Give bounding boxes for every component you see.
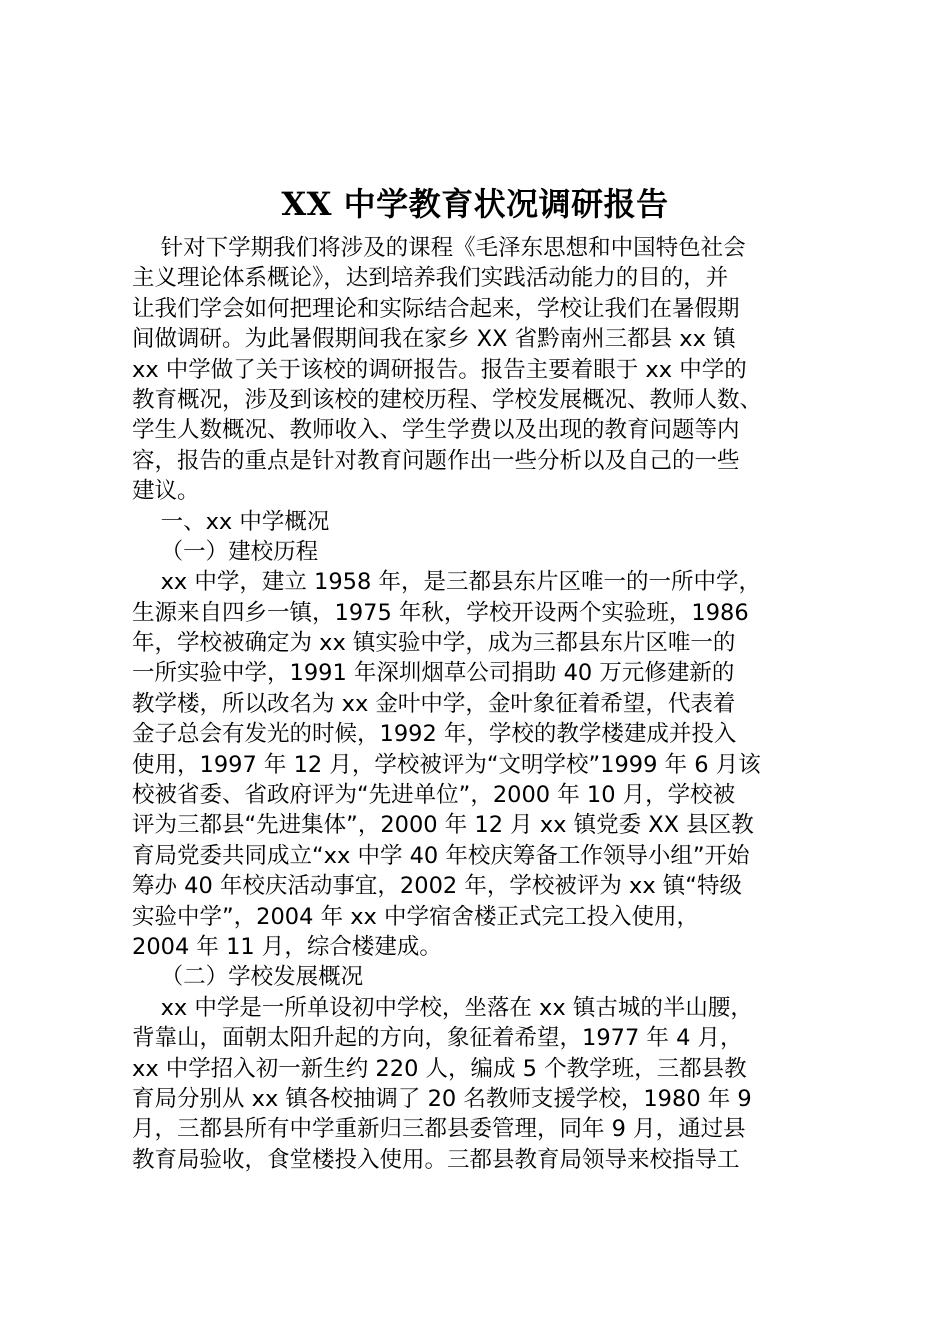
paragraph-line: 间做调研。为此暑假期间我在家乡 XX 省黔南州三都县 xx 镇: [132, 326, 736, 353]
paragraph-line: 实验中学”，2004 年 xx 中学宿舍楼正式完工投入使用，: [132, 903, 700, 930]
paragraph-line: 主义理论体系概论》，达到培养我们实践活动能力的目的，并: [132, 265, 729, 292]
paragraph-line: 筹办 40 年校庆活动事宜，2002 年，学校被评为 xx 镇“特级: [132, 873, 742, 900]
paragraph-line: 一所实验中学，1991 年深圳烟草公司捐助 40 万元修建新的: [132, 660, 735, 687]
paragraph-line: xx 中学，建立 1958 年，是三都县东片区唯一的一所中学，: [132, 569, 761, 596]
paragraph-line: 让我们学会如何把理论和实际结合起来，学校让我们在暑假期: [132, 295, 740, 322]
paragraph-line: 生源来自四乡一镇，1975 年秋，学校开设两个实验班，1986: [132, 599, 749, 626]
document-title: XX 中学教育状况调研报告: [281, 185, 669, 223]
paragraph-line: 评为三都县“先进集体”，2000 年 12 月 xx 镇党委 XX 县区教: [132, 812, 754, 839]
subsection-heading: （一）建校历程: [132, 538, 319, 565]
paragraph-line: 容，报告的重点是针对教育问题作出一些分析以及自己的一些: [132, 447, 740, 474]
paragraph-line: 教育局验收，食堂楼投入使用。三都县教育局领导来校指导工: [132, 1146, 740, 1173]
paragraph-line: 育局党委共同成立“xx 中学 40 年校庆筹备工作领导小组”开始: [132, 842, 750, 869]
paragraph-line: 使用，1997 年 12 月，学校被评为“文明学校”1999 年 6 月该: [132, 751, 761, 778]
paragraph-line: 教学楼，所以改名为 xx 金叶中学，金叶象征着希望，代表着: [132, 690, 736, 717]
paragraph-line: 背靠山，面朝太阳升起的方向，象征着希望，1977 年 4 月，: [132, 1025, 743, 1052]
subsection-heading: （二）学校发展概况: [132, 964, 364, 991]
section-heading: 一、xx 中学概况: [132, 508, 330, 535]
paragraph-line: 年，学校被确定为 xx 镇实验中学，成为三都县东片区唯一的: [132, 630, 736, 657]
paragraph-line: 2004 年 11 月，综合楼建成。: [132, 933, 442, 960]
paragraph-line: 教育概况，涉及到该校的建校历程、学校发展概况、教师人数、: [132, 386, 763, 413]
paragraph-line: xx 中学招入初一新生约 220 人，编成 5 个教学班，三都县教: [132, 1055, 747, 1082]
paragraph-line: xx 中学是一所单设初中学校，坐落在 xx 镇古城的半山腰，: [132, 994, 753, 1021]
document-body: [132, 233, 842, 1175]
paragraph-line: 金子总会有发光的时候，1992 年，学校的教学楼建成并投入: [132, 721, 737, 748]
paragraph-line: xx 中学做了关于该校的调研报告。报告主要着眼于 xx 中学的: [132, 356, 747, 383]
paragraph-line: 月，三都县所有中学重新归三都县委管理，同年 9 月，通过县: [132, 1116, 746, 1143]
paragraph-line: 育局分别从 xx 镇各校抽调了 20 名教师支援学校，1980 年 9: [132, 1085, 752, 1112]
paragraph-line: 校被省委、省政府评为“先进单位”，2000 年 10 月，学校被: [132, 782, 736, 809]
paragraph-line: 学生人数概况、教师收入、学生学费以及出现的教育问题等内: [132, 417, 740, 444]
paragraph-line: 针对下学期我们将涉及的课程《毛泽东思想和中国特色社会: [132, 235, 746, 261]
paragraph-line: 建议。: [132, 478, 200, 505]
